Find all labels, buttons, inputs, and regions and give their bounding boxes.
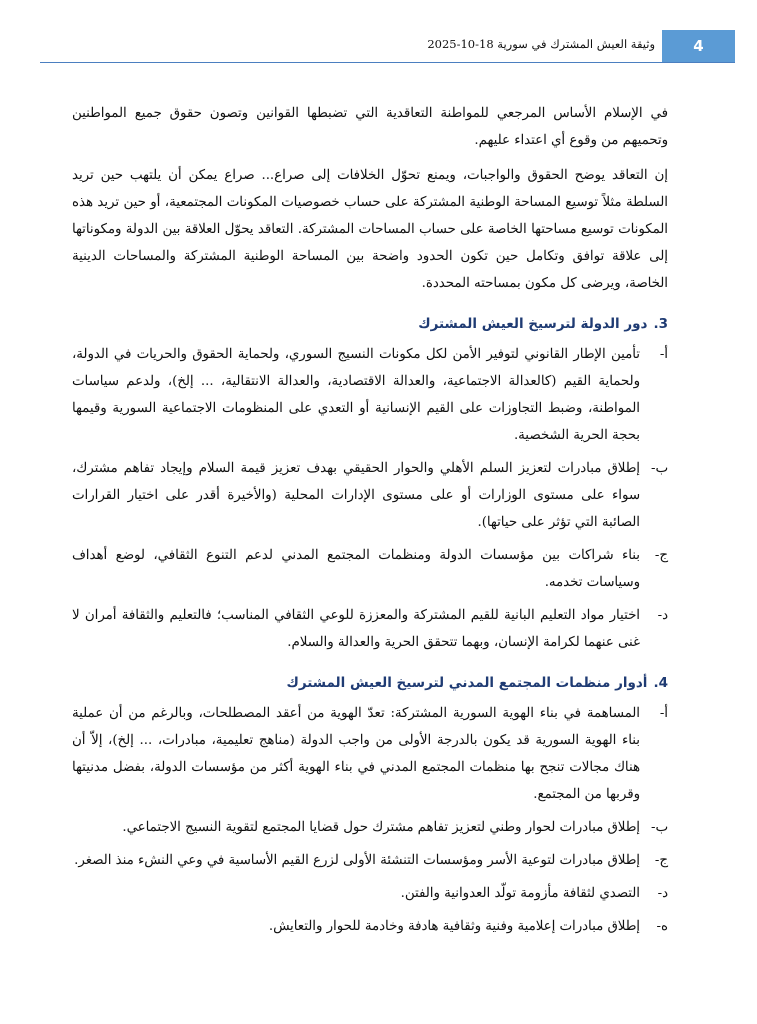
section-number: 3. bbox=[653, 316, 668, 332]
list-item-text: إطلاق مبادرات لحوار وطني لتعزيز تفاهم مشترك حول قضايا المجتمع لتقوية النسيج الاجتماعي. bbox=[122, 820, 640, 835]
section-title: دور الدولة لترسيخ العيش المشترك bbox=[418, 316, 648, 332]
list-item bbox=[72, 880, 668, 907]
list-item bbox=[72, 542, 668, 596]
list-item-text: إطلاق مبادرات إعلامية وفنية وثقافية هادفة وخادمة للحوار والتعايش. bbox=[268, 919, 640, 934]
list-item bbox=[72, 847, 668, 874]
section-title: أدوار منظمات المجتمع المدني لترسيخ العيش المشترك bbox=[286, 675, 648, 691]
list-marker: ب- bbox=[650, 820, 668, 835]
list-marker: ج- bbox=[654, 853, 668, 868]
document-title: وثيقة العيش المشترك في سورية 18-10-2025 bbox=[427, 37, 655, 51]
list-item-text: التصدي لثقافة مأزومة تولّد العدوانية والفتن. bbox=[400, 886, 640, 901]
list-item-text: بناء شراكات بين مؤسسات الدولة ومنظمات المجتمع المدني لدعم التنوع الثقافي، لوضع أهداف وسياسات تخدمه. bbox=[72, 548, 640, 590]
section-3-heading bbox=[72, 311, 668, 337]
list-marker: د- bbox=[657, 608, 668, 623]
list-item bbox=[72, 602, 668, 656]
list-item-text: اختيار مواد التعليم البانية للقيم المشتركة والمعززة للوعي الثقافي المناسب؛ فالتعليم والثقافة أمران لا غنى عنهما لكرامة الإنسان، وبهما تتحقق الحرية والعدالة والسلام. bbox=[72, 608, 640, 650]
list-item-text: إطلاق مبادرات لتوعية الأسر ومؤسسات التنشئة الأولى لزرع القيم الأساسية في وعي النشء منذ الصغر. bbox=[74, 853, 640, 868]
section-number: 4. bbox=[653, 675, 668, 691]
intro-paragraph: إن التعاقد يوضح الحقوق والواجبات، ويمنع تحوّل الخلافات إلى صراع... صراع يمكن أن يلتهب حين تريد السلطة مثلاً توسيع المساحة الوطنية المشتركة على حساب خصوصيات المكونات المجتمعية، أو حين تريد هذه المكونات توسيع مساحتها الخاصة على حساب المساحات المشتركة. التعاقد يحوّل العلاقة بين الدولة ومكوناتها إلى علاقة توافق وتكامل حين تكون الحدود واضحة بين المساحة الوطنية المشتركة والمساحات الدينية الخاصة، ويرضى كل مكون بمساحته المحددة. bbox=[72, 168, 668, 291]
list-item-text: إطلاق مبادرات لتعزيز السلم الأهلي والحوار الحقيقي بهدف تعزيز قيمة السلام وإيجاد تفاهم مشترك، سواء على مستوى الوزارات أو على مستوى الإدارات المحلية (والأخيرة أقدر على اختيار القرارات الصائبة التي تؤثر على حياتها). bbox=[72, 461, 640, 530]
page-number: 4 bbox=[662, 30, 735, 62]
list-marker: ب- bbox=[650, 461, 668, 476]
section-4-heading bbox=[72, 670, 668, 696]
list-item bbox=[72, 814, 668, 841]
list-item bbox=[72, 455, 668, 536]
list-marker: ج- bbox=[654, 548, 668, 563]
list-item-text: تأمين الإطار القانوني لتوفير الأمن لكل مكونات النسيج السوري، ولحماية الحقوق والحريات في الدولة، ولحماية القيم (كالعدالة الاجتماعية، والعدالة الاقتصادية، والعدالة الانتقالية، ... إلخ)، ولدعم سياسات المواطنة، وضبط التجاوزات على القيم الإنسانية أو التعدي على المنظومات الاجتماعية السورية وقيمها بحجة الحرية الشخصية. bbox=[72, 347, 640, 443]
list-item-text: المساهمة في بناء الهوية السورية المشتركة: تعدّ الهوية من أعقد المصطلحات، وبالرغم من أن عملية بناء الهوية السورية قد يكون بالدرجة الأولى من واجب الدولة (مناهج تعليمية، مبادرات، ... إلخ)، إلاّ أن هناك مجالات تنجح بها منظمات المجتمع المدني في بناء الهوية أكثر من مؤسسات الدولة، بفضل مدنيتها وقربها من المجتمع. bbox=[72, 706, 640, 802]
list-marker: أ- bbox=[659, 347, 668, 362]
list-item bbox=[72, 700, 668, 808]
list-item bbox=[72, 913, 668, 940]
list-marker: د- bbox=[657, 886, 668, 901]
list-marker: ه- bbox=[656, 919, 668, 934]
page-body bbox=[72, 100, 668, 946]
page-header bbox=[40, 30, 735, 63]
list-marker: أ- bbox=[659, 706, 668, 721]
intro-paragraph: في الإسلام الأساس المرجعي للمواطنة التعاقدية التي تضبطها القوانين وتصون حقوق جميع المواطنين وتحميهم من وقوع أي اعتداء عليهم. bbox=[72, 106, 669, 148]
list-item bbox=[72, 341, 668, 449]
